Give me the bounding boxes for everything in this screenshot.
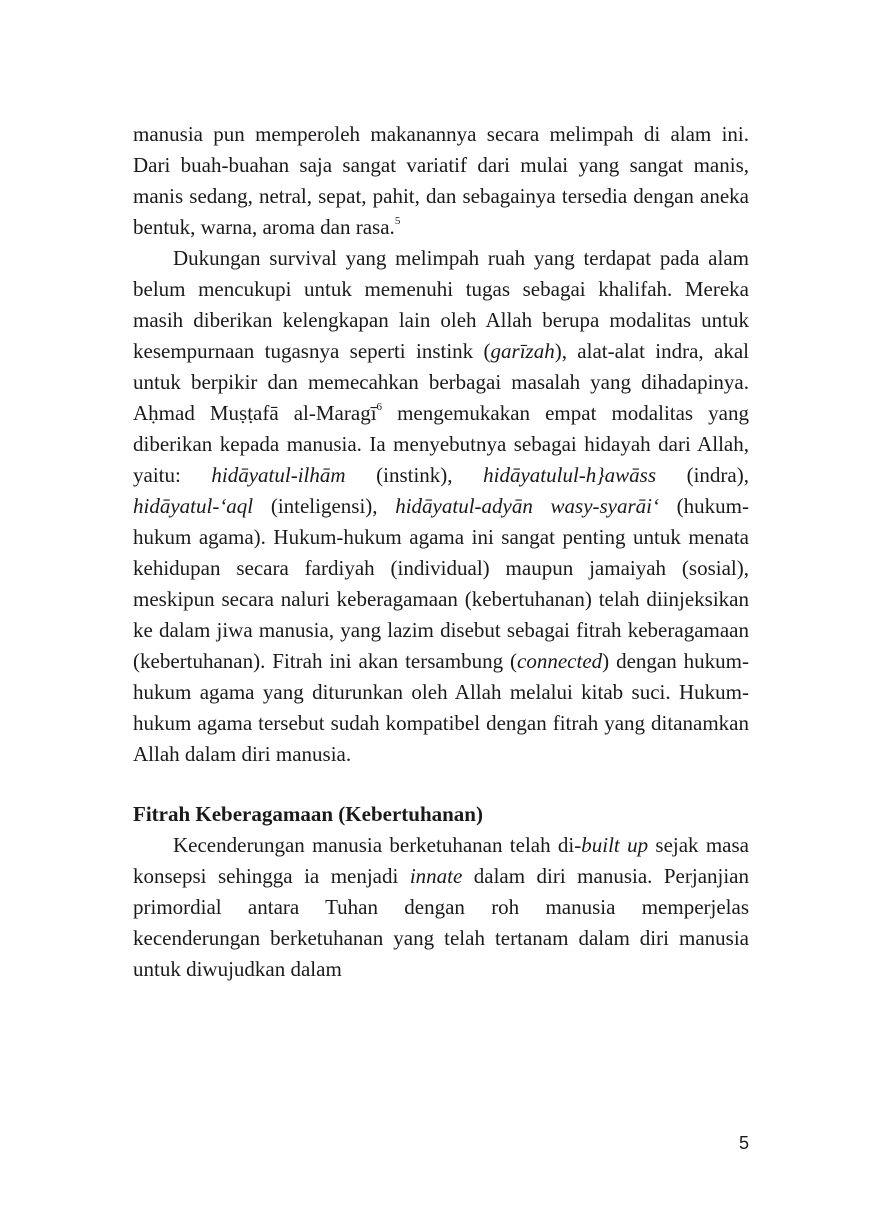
page-number: 5 <box>738 1133 749 1153</box>
text-run: mengemukakan empat modalitas yang diberikan kepada manusia. Ia menyebutnya sebagai hidayah dari Allah, yaitu: <box>133 401 749 487</box>
italic-term: hidāyatul-adyān wasy-syarāi‘ <box>395 494 660 518</box>
text-run: manusia pun memperoleh makanannya secara melimpah di alam ini. Dari buah-buahan saja sangat variatif dari mulai yang sangat manis, manis sedang, netral, sepat, pahit, dan sebagainya tersedia dengan aneka bentuk, warna, aroma dan rasa. <box>133 122 749 239</box>
text-run: Kecenderungan manusia berketuhanan telah di- <box>173 833 582 857</box>
section-heading: Fitrah Keberagamaan (Kebertuhanan) <box>133 802 483 826</box>
italic-term: hidāyatulul-h}awāss <box>483 463 657 487</box>
text-run: Dukungan survival yang melimpah ruah yang terdapat pada alam belum mencukupi untuk memenuhi tugas sebagai khalifah. Mereka masih diberikan kelengkapan lain oleh Allah berupa modalitas untuk kesempurnaan tugasnya seperti instink ( <box>133 246 749 363</box>
paragraph-p2 <box>133 243 749 770</box>
footnote-marker: 5 <box>394 215 401 227</box>
text-run: (instink), <box>345 463 484 487</box>
body-text-before-heading <box>133 119 749 770</box>
paragraph-p3 <box>133 830 749 985</box>
italic-term: built up <box>581 833 649 857</box>
italic-term: hidāyatul-ilhām <box>211 463 346 487</box>
text-run: ) dengan hukum-hukum agama yang diturunkan oleh Allah melalui kitab suci. Hukum-hukum agama tersebut sudah kompatibel dengan fitrah yang ditanamkan Allah dalam diri manusia. <box>133 649 749 766</box>
italic-term: innate <box>409 864 463 888</box>
footnote-marker: 6 <box>376 401 383 413</box>
text-run: dalam diri manusia. Perjanjian primordial antara Tuhan dengan roh manusia memperjelas kecenderungan berketuhanan yang telah tertanam dalam diri manusia untuk diwujudkan dalam <box>133 864 750 981</box>
text-run: ), alat-alat indra, akal untuk berpikir dan memecahkan berbagai masalah yang dihadapinya. Aḥmad Muṣṭafā al-Maragī <box>133 339 750 425</box>
page-body <box>133 119 749 985</box>
text-run: (indra), <box>656 463 749 487</box>
italic-term: connected <box>517 649 603 673</box>
italic-term: garīzah <box>490 339 555 363</box>
text-run: (hukum-hukum agama). Hukum-hukum agama ini sangat penting untuk menata kehidupan secara fardiyah (individual) maupun jamaiyah (sosial), meskipun secara naluri keberagamaan (kebertuhanan) telah diinjeksikan ke dalam jiwa manusia, yang lazim disebut sebagai fitrah keberagamaan (kebertuhanan). Fitrah ini akan tersambung ( <box>133 494 750 673</box>
paragraph-p1 <box>133 119 749 243</box>
italic-term: hidāyatul-‘aql <box>133 494 254 518</box>
body-text-after-heading <box>133 830 749 985</box>
text-run: (inteligensi), <box>253 494 396 518</box>
text-run: sejak masa konsepsi sehingga ia menjadi <box>133 833 749 888</box>
